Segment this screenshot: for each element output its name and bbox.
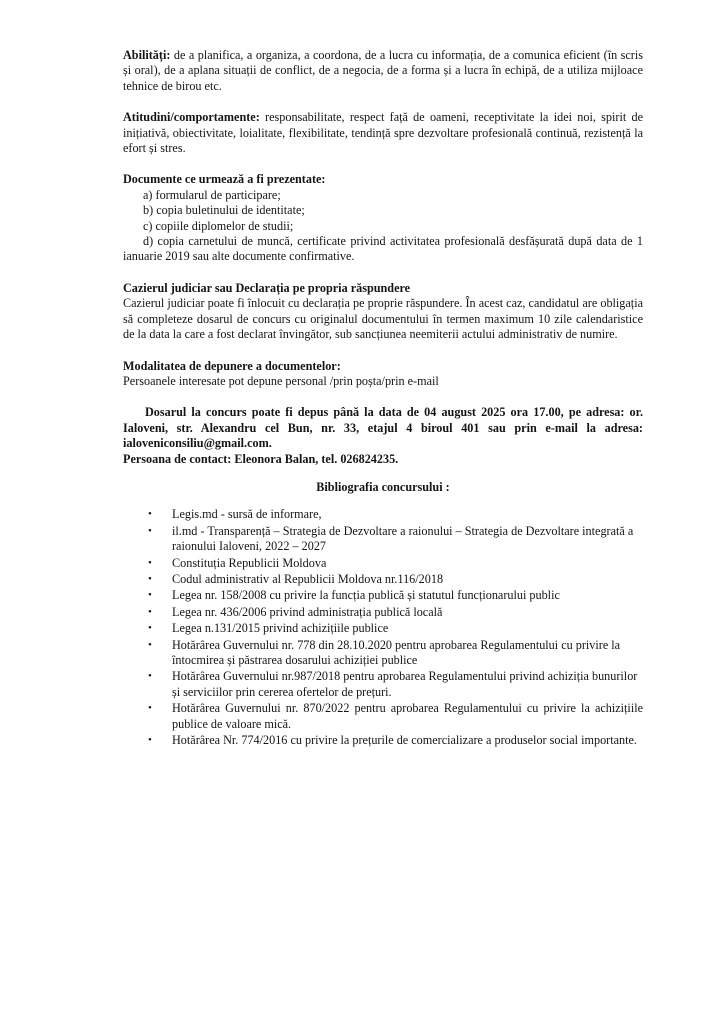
list-item — [148, 638, 643, 669]
list-item — [148, 572, 643, 587]
list-item — [148, 588, 643, 603]
document-page — [123, 48, 643, 749]
list-item — [148, 733, 643, 748]
list-item-text: il.md - Transparență – Strategia de Dezvoltare a raionului – Strategia de Dezvoltare integrată a raionului Ialoveni, 2022 – 2027 — [172, 523, 634, 554]
list-item — [148, 556, 643, 571]
bibliografia-list — [123, 507, 643, 748]
list-item — [148, 605, 643, 620]
list-item — [148, 669, 643, 700]
modalitatea-heading: Modalitatea de depunere a documentelor: — [123, 358, 341, 373]
list-item-text: Hotărârea Nr. 774/2016 cu privire la prețurile de comercializare a produselor social importante. — [172, 733, 637, 748]
bullet-icon: • — [148, 524, 152, 537]
bullet-icon: • — [148, 572, 152, 585]
list-item-text: Hotărârea Guvernului nr. 778 din 28.10.2020 pentru aprobarea Regulamentului cu privire la întocmirea și păstrarea dosarului achiziției publice — [172, 637, 621, 667]
list-item-text: Codul administrativ al Republicii Moldova nr.116/2018 — [172, 571, 444, 586]
list-item-text: Constituția Republicii Moldova — [172, 555, 327, 570]
documente-item: a) formularul de participare; — [143, 187, 281, 202]
dosarul-text: Dosarul la concurs poate fi depus până la data de 04 august 2025 ora 17.00, pe adresa: or. Ialoveni, str. Alexandru cel Bun, nr. 33, etajul 4 biroul 401 sau prin e-mail la adresa: ialoveniconsiliu@gmail.com. — [123, 405, 643, 451]
cazier-text: Cazierul judiciar poate fi înlocuit cu declarația pe proprie răspundere. În acest caz, candidatul are obligația să completeze dosarul de concurs cu originalul documentului în termen maximum 10 zile calendaristice de la data la care a fost declarat învingător, sub sancțiunea neemiterii actului administrativ de numire. — [123, 296, 643, 342]
bullet-icon: • — [148, 622, 152, 635]
list-item — [148, 621, 643, 636]
abilitati-paragraph — [123, 48, 643, 94]
bullet-icon: • — [148, 605, 152, 618]
bibliografia-heading: Bibliografia concursului : — [316, 479, 450, 494]
list-item — [148, 701, 643, 732]
bullet-icon: • — [148, 638, 152, 651]
bullet-icon: • — [148, 508, 152, 521]
list-item-text: Hotărârea Guvernului nr.987/2018 pentru aprobarea Regulamentului privind achiziția bunurilor și serviciilor prin cererea ofertelor de prețuri. — [172, 669, 638, 699]
bullet-icon: • — [148, 556, 152, 569]
atitudini-paragraph — [123, 110, 643, 156]
modalitatea-text: Persoanele interesate pot depune personal /prin poșta/prin e-mail — [123, 373, 439, 388]
documente-heading: Documente ce urmează a fi prezentate: — [123, 172, 326, 187]
cazier-section — [123, 281, 643, 343]
list-item — [148, 524, 643, 555]
cazier-heading: Cazierul judiciar sau Declarația pe propria răspundere — [123, 280, 411, 295]
bullet-icon: • — [148, 670, 152, 683]
list-item — [148, 507, 643, 522]
list-item-text: Hotărârea Guvernului nr. 870/2022 pentru aprobarea Regulamentului cu privire la achizițiile publice de valoare mică. — [172, 701, 643, 731]
list-item-text: Legea nr. 436/2006 privind administrația publică locală — [172, 604, 443, 619]
bullet-icon: • — [148, 589, 152, 602]
documente-item: b) copia buletinului de identitate; — [143, 203, 305, 218]
contact-line: Persoana de contact: Eleonora Balan, tel. 026824235. — [123, 451, 399, 466]
list-item-text: Legis.md - sursă de informare, — [172, 507, 322, 522]
dosarul-section — [123, 405, 643, 467]
documente-section — [123, 172, 643, 264]
documente-item: c) copiile diplomelor de studii; — [143, 218, 294, 233]
documente-item: d) copia carnetului de muncă, certificate privind activitatea profesională desfășurată după data de 1 ianuarie 2019 sau alte documente confirmative. — [123, 234, 643, 264]
bullet-icon: • — [148, 702, 152, 715]
atitudini-label: Atitudini/comportamente: — [123, 110, 260, 125]
abilitati-label: Abilități: — [123, 48, 171, 62]
bullet-icon: • — [148, 734, 152, 747]
list-item-text: Legea nr. 158/2008 cu privire la funcția publică și statutul funcționarului public — [172, 588, 560, 603]
abilitati-text: de a planifica, a organiza, a coordona, de a lucra cu informația, de a comunica eficient (în scris și oral), de a aplana situații de conflict, de a negocia, de a forma și a lucra în echipă, de a utiliza mijloace tehnice de birou etc. — [123, 48, 643, 93]
atitudini-text: responsabilitate, respect față de oameni, receptivitate la idei noi, spirit de inițiativă, obiectivitate, loialitate, flexibilitate, tendință spre dezvoltare profesională continuă, rezistență la efort și stres. — [123, 110, 643, 156]
modalitatea-section — [123, 359, 643, 390]
list-item-text: Legea n.131/2015 privind achizițiile publice — [172, 621, 389, 636]
